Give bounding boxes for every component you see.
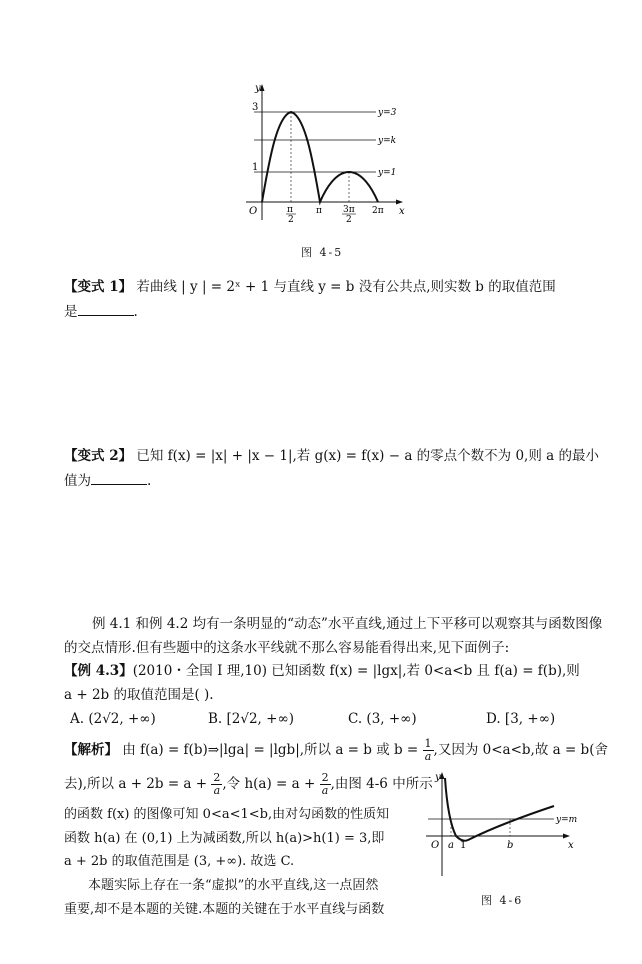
fig45-tick-pi: π — [316, 206, 322, 216]
fig45-curve — [262, 112, 378, 202]
fig45-x-label: x — [399, 206, 405, 217]
solution-frac2-num: 2 — [213, 771, 221, 784]
fig46-caption: 图 4-6 — [481, 894, 524, 907]
solution-line3: 的函数 f(x) 的图像可知 0<a<1<b,由对勾函数的性质知 — [64, 807, 390, 822]
option-a[interactable]: A. (2√2, +∞) — [70, 711, 156, 727]
solution-frac1-den: a — [424, 750, 432, 763]
fig45-tick-3pi2-num: 3π — [343, 205, 355, 215]
variant1-line2: 是 . — [64, 301, 138, 322]
option-b[interactable]: B. [2√2, +∞) — [208, 711, 294, 727]
fig45-label-y1: y=1 — [378, 168, 397, 178]
variant1-line1 — [64, 277, 556, 297]
fig46-curve — [445, 778, 554, 841]
fig45-tick-3pi2-den: 2 — [346, 215, 352, 225]
solution-frac1 — [423, 738, 434, 763]
example-label: 【例 4.3】 — [64, 663, 133, 679]
variant1-answer-blank[interactable] — [78, 301, 134, 316]
fig45-y-label: y — [255, 83, 261, 94]
fig45-x-arrow — [396, 200, 403, 205]
solution-label: 【解析】 — [64, 742, 118, 758]
solution-line2-c: ,由图 4-6 中所示 — [330, 776, 433, 792]
solution-line1-b: ,又因为 0<a<b,故 a = b(舍 — [433, 742, 608, 758]
solution-line4: 函数 h(a) 在 (0,1) 上为减函数,所以 h(a)>h(1) = 3,即 — [64, 831, 385, 846]
solution-line1 — [64, 738, 608, 763]
fig45-tick-pi2-den: 2 — [288, 215, 294, 225]
fig46-x-label: x — [568, 840, 574, 851]
example-source: (2010・全国 Ⅰ 理,10) — [132, 663, 267, 679]
solution-line7: 重要,却不是本题的关键.本题的关键在于水平直线与函数 — [64, 902, 385, 917]
variant2-label: 【变式 2】 — [64, 448, 133, 464]
fig45-tick-1: 1 — [252, 162, 259, 173]
solution-frac3-den: a — [321, 784, 329, 797]
fig46-x-arrow — [563, 834, 570, 839]
solution-line5: a + 2b 的取值范围是 (3, +∞). 故选 C. — [64, 854, 295, 869]
fig46-tick-b: b — [507, 840, 514, 851]
variant1-text: 若曲线 | y | = 2ˣ + 1 与直线 y = b 没有公共点,则实数 b 的取值范围 — [136, 279, 556, 295]
solution-frac2 — [211, 772, 222, 797]
variant2-answer-blank[interactable] — [91, 470, 147, 485]
fig45-label-yk: y=k — [378, 136, 397, 146]
example-line2: a + 2b 的取值范围是( ). — [64, 687, 214, 703]
figure-4-6 — [418, 768, 584, 880]
intro-line2: 的交点情形.但有些题中的这条水平线就不那么容易能看得出来,见下面例子: — [64, 640, 510, 656]
variant1-text2: 是 — [64, 304, 78, 320]
variant2-text2: 值为 — [64, 473, 91, 489]
fig46-y-label: y — [435, 772, 441, 783]
option-d[interactable]: D. [3, +∞) — [486, 711, 556, 727]
fig46-origin: O — [431, 840, 440, 851]
fig46-label-ym: y=m — [556, 815, 578, 825]
figure-4-5 — [236, 78, 411, 238]
fig46-tick-1: 1 — [460, 840, 467, 851]
fig45-origin: O — [249, 206, 258, 217]
example-line1 — [64, 661, 580, 681]
solution-frac3-num: 2 — [321, 771, 329, 784]
fig45-tick-3: 3 — [252, 102, 259, 113]
option-c[interactable]: C. (3, +∞) — [348, 711, 417, 727]
variant1-label: 【变式 1】 — [64, 279, 133, 295]
solution-frac2-den: a — [213, 784, 221, 797]
fig45-tick-2pi: 2π — [372, 206, 384, 216]
fig45-tick-pi2-num: π — [287, 205, 293, 215]
variant2-text: 已知 f(x) = |x| + |x − 1|,若 g(x) = f(x) − a 的零点个数不为 0,则 a 的最小 — [136, 448, 599, 464]
solution-line2-b: ,令 h(a) = a + — [222, 776, 316, 792]
solution-line1-a: 由 f(a) = f(b)⇒|lga| = |lgb|,所以 a = b 或 b = — [122, 742, 419, 758]
fig45-caption: 图 4-5 — [301, 246, 344, 259]
fig46-tick-a: a — [448, 840, 454, 851]
solution-frac3 — [320, 772, 331, 797]
solution-line6: 本题实际上存在一条“虚拟”的水平直线,这一点固然 — [88, 878, 379, 893]
intro-line1: 例 4.1 和例 4.2 均有一条明显的“动态”水平直线,通过上下平移可以观察其与函数图像 — [92, 616, 603, 632]
solution-line2-a: 去),所以 a + 2b = a + — [64, 776, 208, 792]
variant2-line2: 值为 . — [64, 470, 151, 491]
variant2-line1 — [64, 446, 599, 466]
solution-line2 — [64, 772, 433, 797]
solution-frac1-num: 1 — [424, 737, 432, 750]
example-text: 已知函数 f(x) = |lgx|,若 0<a<b 且 f(a) = f(b),则 — [271, 663, 580, 679]
fig45-label-y3: y=3 — [378, 108, 397, 118]
